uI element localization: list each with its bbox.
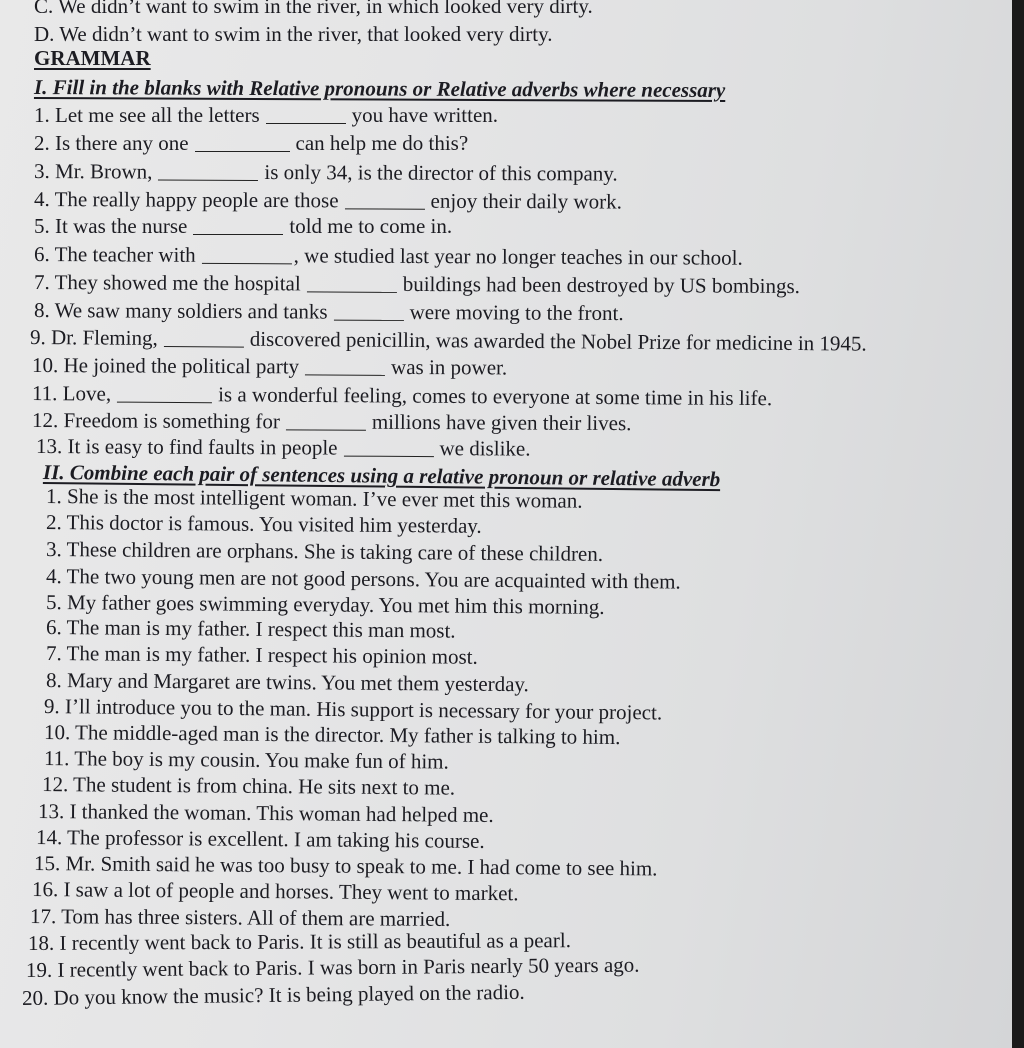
answer-blank[interactable] xyxy=(195,151,290,152)
grammar-heading: GRAMMAR xyxy=(34,46,151,70)
answer-blank[interactable] xyxy=(343,456,433,457)
part-2-item-8: 8. Mary and Margaret are twins. You met them yesterday. xyxy=(45,668,529,697)
answer-blank[interactable] xyxy=(266,123,346,124)
part-2-item-19: 19. I recently went back to Paris. I was born in Paris nearly 50 years ago. xyxy=(25,952,640,982)
answer-blank[interactable] xyxy=(193,234,283,235)
answer-blank[interactable] xyxy=(286,429,366,430)
part-2-item-18: 18. I recently went back to Paris. It is still as beautiful as a pearl. xyxy=(27,928,571,955)
part-2-item-3: 3. These children are orphans. She is taking care of these children. xyxy=(45,537,604,566)
part-1-item-2: 2. Is there any one can help me do this? xyxy=(34,131,469,155)
part-2-item-7: 7. The man is my father. I respect his opinion most. xyxy=(45,641,478,669)
part-2-item-11: 11. The boy is my cousin. You make fun of him. xyxy=(43,746,449,774)
part-2-item-12: 12. The student is from china. He sits next to me. xyxy=(41,772,456,800)
part-1-item-7: 7. They showed me the hospital buildings had been destroyed by US bombings. xyxy=(33,270,801,299)
option-c-line: C. We didn’t want to swim in the river, in which looked very dirty. xyxy=(34,0,593,18)
part-2-item-1: 1. She is the most intelligent woman. I’ve ever met this woman. xyxy=(45,484,583,513)
part-2-item-15: 15. Mr. Smith said he was too busy to speak to me. I had come to see him. xyxy=(33,851,658,881)
part-1-item-13: 13. It is easy to find faults in people we dislike. xyxy=(35,434,531,461)
part-1-item-6: 6. The teacher with , we studied last year no longer teaches in our school. xyxy=(33,242,743,270)
part-2-title: II. Combine each pair of sentences using a relative pronoun or relative adverb xyxy=(42,460,721,492)
answer-blank[interactable] xyxy=(158,180,258,181)
part-1-item-3: 3. Mr. Brown, is only 34, is the director of this company. xyxy=(33,159,618,186)
part-1-item-10: 10. He joined the political party was in power. xyxy=(31,353,508,380)
part-1-item-8: 8. We saw many soldiers and tanks were moving to the front. xyxy=(33,298,624,326)
part-1-item-1: 1. Let me see all the letters you have written. xyxy=(34,103,499,127)
answer-blank[interactable] xyxy=(117,402,212,404)
part-1-item-5: 5. It was the nurse told me to come in. xyxy=(34,214,453,238)
part-2-item-5: 5. My father goes swimming everyday. You met him this morning. xyxy=(45,590,605,619)
part-2-item-2: 2. This doctor is famous. You visited him yesterday. xyxy=(45,510,482,538)
part-2-item-13: 13. I thanked the woman. This woman had helped me. xyxy=(37,799,494,827)
answer-blank[interactable] xyxy=(307,291,397,292)
part-1-item-4: 4. The really happy people are those enjoy their daily work. xyxy=(33,187,622,214)
part-1-item-9: 9. Dr. Fleming, discovered penicillin, was awarded the Nobel Prize for medicine in 1945. xyxy=(29,325,867,356)
answer-blank[interactable] xyxy=(202,263,292,264)
part-2-item-16: 16. I saw a lot of people and horses. They went to market. xyxy=(31,877,519,906)
part-2-item-4: 4. The two young men are not good persons. You are acquainted with them. xyxy=(45,564,681,594)
part-1-item-12: 12. Freedom is something for millions have given their lives. xyxy=(31,408,632,436)
part-2-item-6: 6. The man is my father. I respect this man most. xyxy=(45,615,456,643)
part-2-item-14: 14. The professor is excellent. I am taking his course. xyxy=(35,825,485,853)
part-2-item-9: 9. I’ll introduce you to the man. His support is necessary for your project. xyxy=(43,694,663,725)
part-2-item-17: 17. Tom has three sisters. All of them are married. xyxy=(29,904,451,931)
answer-blank[interactable] xyxy=(164,346,244,348)
option-d-line: D. We didn’t want to swim in the river, that looked very dirty. xyxy=(34,22,553,46)
answer-blank[interactable] xyxy=(305,374,385,375)
part-1-item-11: 11. Love, is a wonderful feeling, comes to everyone at some time in his life. xyxy=(31,381,773,411)
answer-blank[interactable] xyxy=(345,208,425,209)
part-2-item-20: 20. Do you know the music? It is being played on the radio. xyxy=(21,979,525,1010)
answer-blank[interactable] xyxy=(334,320,404,321)
part-2-item-10: 10. The middle-aged man is the director. My father is talking to him. xyxy=(43,720,621,750)
part-1-title: I. Fill in the blanks with Relative pronouns or Relative adverbs where necessary xyxy=(33,75,726,103)
